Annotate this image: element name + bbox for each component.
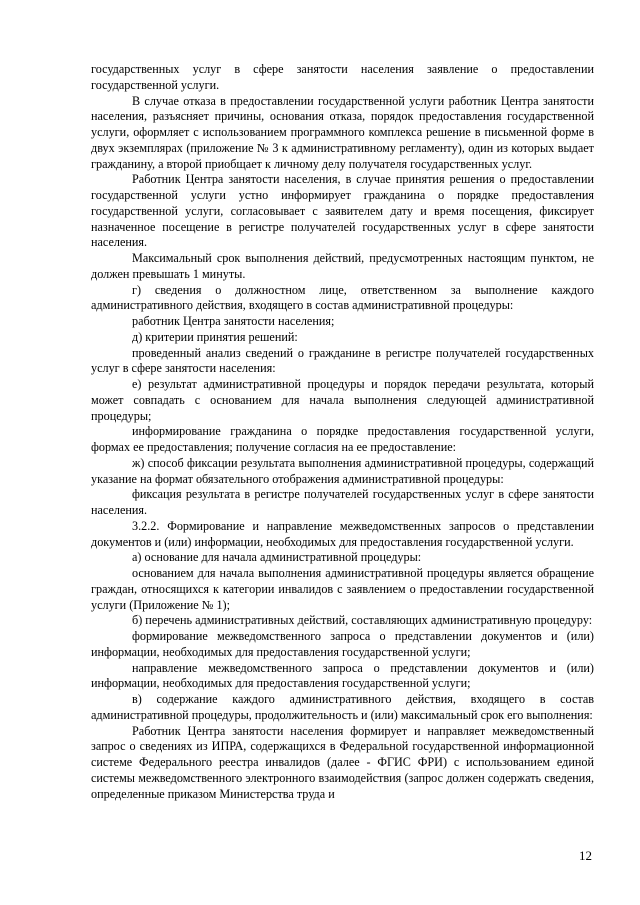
paragraph: формирование межведомственного запроса о представлении документов и (или) информации, необходимых для предоставления государственной услуги; [91,629,594,659]
paragraph: основанием для начала выполнения административной процедуры является обращение граждан, относящихся к категории инвалидов с заявлением о предоставлении государственной услуги (Приложение № 1); [91,566,594,612]
paragraph: г) сведения о должностном лице, ответственном за выполнение каждого административного действия, входящего в состав административной процедуры: [91,282,594,313]
paragraph: Максимальный срок выполнения действий, предусмотренных настоящим пунктом, не должен превышать 1 минуты. [91,251,594,281]
paragraph: б) перечень административных действий, составляющих административную процедуру: [132,613,593,628]
paragraph: фиксация результата в регистре получателей государственных услуг в сфере занятости населения. [91,487,594,517]
paragraph: Работник Центра занятости населения, в случае принятия решения о предоставлении государственной услуги устно информирует гражданина о порядке предоставления государственной услуги, согласовывает с заявителем дату и время посещения, фиксирует назначенное посещение в регистре получателей государственных услуг в сфере занятости населения. [91,172,594,250]
paragraph: 3.2.2. Формирование и направление межведомственных запросов о представлении документов и (или) информации, необходимых для предоставления государственной услуги. [91,518,594,549]
paragraph: В случае отказа в предоставлении государственной услуги работник Центра занятости населения, разъясняет причины, основания отказа, порядок предоставления государственной услуги, оформляет с использованием программного комплекса решение в письменной форме в двух экземплярах (приложение № 3 к административному регламенту), один из которых выдает гражданину, а второй приобщает к личному делу получателя государственных услуг. [91,93,594,171]
paragraph: проведенный анализ сведений о гражданине в регистре получателей государственных услуг в сфере занятости населения: [91,345,594,376]
paragraph: в) содержание каждого административного действия, входящего в состав административной процедуры, продолжительность и (или) максимальный срок его выполнения: [91,692,594,722]
paragraph: работник Центра занятости населения; [132,314,335,328]
paragraph: направление межведомственного запроса о представлении документов и (или) информации, необходимых для предоставления государственной услуги; [91,660,594,691]
document-body [91,62,594,802]
paragraph: информирование гражданина о порядке предоставления государственной услуги, формах ее предоставления; получение согласия на ее предоставление: [91,424,594,454]
paragraph: Работник Центра занятости населения формирует и направляет межведомственный запрос о сведениях из ИПРА, содержащихся в Федеральной государственной информационной системе Федерального реестра инвалидов (далее - ФГИС ФРИ) с использованием единой системы межведомственного электронного взаимодействия (запрос должен содержать сведения, определенные приказом Министерства труда и [91,723,594,801]
paragraph: а) основание для начала административной процедуры: [132,550,422,565]
page-number: 12 [579,848,592,863]
paragraph: е) результат административной процедуры и порядок передачи результата, который может совпадать с основанием для начала выполнения следующей административной процедуры; [91,377,594,423]
paragraph: д) критерии принятия решений: [132,329,298,344]
paragraph: государственных услуг в сфере занятости населения заявление о предоставлении государственной услуги. [91,62,594,92]
paragraph: ж) способ фиксации результата выполнения административной процедуры, содержащий указание на формат обязательного отображения административной процедуры: [91,455,594,486]
